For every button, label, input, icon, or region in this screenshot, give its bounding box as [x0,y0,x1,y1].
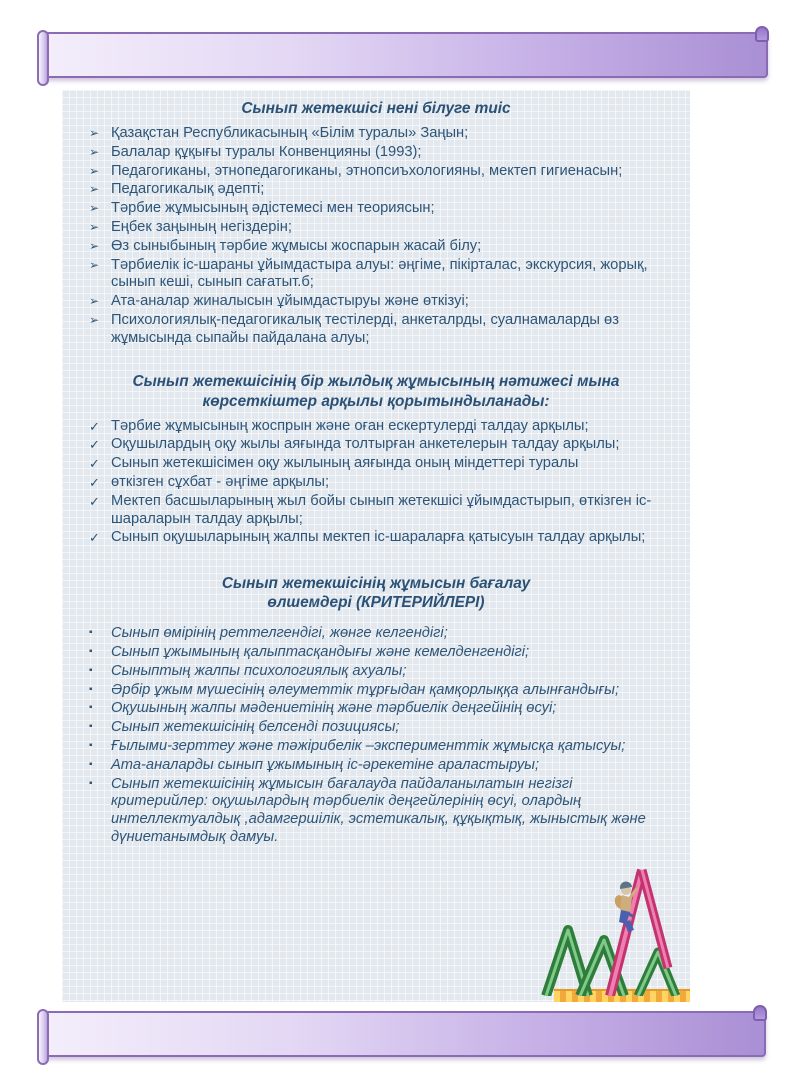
list-item-text: Педагогикалық әдепті; [111,181,265,198]
list-item [88,436,664,454]
arrow-bullet-icon: ➢ [89,294,100,309]
list-item-text: Оқушының жалпы мәдениетінің және тәрбиелік деңгейінің өсуі; [111,700,557,717]
check-bullet-icon: ✓ [89,456,100,472]
scroll-nub-icon [755,26,769,42]
list-item [88,682,664,700]
list-item [88,418,664,436]
list-item-text: Тәрбиелік іс-шараны ұйымдастыра алуы: әңгіме, пікірталас, экскурсия, жорық, сынып кеші, сынып сағатыт.б; [111,256,648,291]
list-item-text: Сыныптың жалпы психологиялық ахуалы; [111,662,407,679]
list-item-text: Ғылыми-зерттеу және тәжірибелік –эксперименттік жұмысқа қатысуы; [111,738,626,754]
list-item-text: Тәрбие жұмысының жоспрын және оған ескертулерді талдау арқылы; [111,417,589,434]
square-bullet-icon: ▪ [89,627,93,639]
square-bullet-icon: ▪ [89,777,93,789]
list-item-text: Ата-аналарды сынып ұжымының іс-әрекетіне араластыруы; [111,756,540,773]
check-bullet-icon: ✓ [89,493,100,509]
square-bullet-icon: ▪ [89,740,93,751]
square-bullet-icon: ▪ [89,721,93,733]
list-item-text: Сынып ұжымының қалыптасқандығы және кемелденгендігі; [111,644,530,661]
section2-list [88,418,664,547]
list-item [88,474,664,492]
list-item-text: Сынып өмірінің реттелгендігі, жөнге келгендігі; [111,625,448,642]
square-bullet-icon: ▪ [89,758,93,770]
list-item-text: Өз сыныбының тәрбие жұмысы жоспарын жасай білу; [111,237,482,254]
list-item-text: Ата-аналар жиналысын ұйымдастыруы және өткізуі; [111,293,469,310]
arrow-bullet-icon: ➢ [89,257,100,272]
arrow-bullet-icon: ➢ [89,220,100,234]
section3-heading: Сынып жетекшісінің жұмысын бағалау өлшемдері (КРИТЕРИЙЛЕРІ) [221,575,531,612]
square-bullet-icon: ▪ [89,664,93,676]
list-item-text: Оқушылардың оқу жылы аяғында толтырған анкетелерын талдау арқылы; [111,436,620,453]
list-item-text: Қазақстан Республикасының «Білім туралы» Заңын; [111,125,469,142]
square-bullet-icon: ▪ [89,702,93,714]
list-item-text: Мектеп басшыларының жыл бойы сынып жетекшісі ұйымдастырып, өткізген іс-шараларын талдау арқылы; [111,492,652,527]
list-item [88,757,664,775]
list-item [88,125,664,143]
list-item [88,312,664,348]
square-bullet-icon: ▪ [89,683,93,695]
list-item-text: Тәрбие жұмысының әдістемесі мен теориясын; [111,200,435,217]
list-item-text: Сынып жетекшісінің жұмысын бағалауда пайдаланылатын негізгі критерийлер: оқушылардың тәрбиелік деңгейлерінің өсуі, олардың интеллектуалдық ,адамгершілік, эстетикалық, құқықтық, жыныстық және дүниетанымдық дамуы. [111,775,646,845]
section1-heading: Сынып жетекшісі нені білуге тиіс [241,100,511,117]
list-item [88,776,664,847]
list-item [88,700,664,718]
check-bullet-icon: ✓ [89,475,100,490]
arrow-bullet-icon: ➢ [89,238,100,253]
list-item [88,181,664,199]
list-item [88,293,664,311]
list-item [88,455,664,473]
square-bullet-icon: ▪ [89,646,93,658]
list-item [88,144,664,162]
stray-page-mark: 7 [553,951,561,965]
arrow-bullet-icon: ➢ [89,312,100,327]
list-item [88,719,664,737]
check-bullet-icon: ✓ [89,530,100,546]
section1-list [88,125,664,347]
check-bullet-icon: ✓ [89,437,100,453]
scroll-handle-icon [37,30,49,86]
list-item [88,163,664,181]
list-item-text: Сынып оқушыларының жалпы мектеп іс-шараларға қатысуын талдау арқылы; [111,529,646,546]
list-item [88,529,664,547]
list-item-text: Еңбек заңының негіздерін; [111,219,292,235]
list-item [88,663,664,681]
climber-illustration-icon [538,868,688,996]
list-item [88,200,664,218]
scroll-nub-icon [753,1005,767,1021]
content-sheet [62,90,690,1002]
list-item-text: Сынып жетекшісімен оқу жылының аяғында оның міндеттері туралы [111,455,579,472]
list-item-text: Әрбір ұжым мүшесінің әлеуметтік тұрғыдан қамқорлыққа алынғандығы; [111,681,620,698]
list-item [88,219,664,237]
section3-list [88,625,664,846]
bottom-scroll-banner [42,1011,766,1057]
list-item-text: Балалар құқығы туралы Конвенцияны (1993); [111,143,422,160]
list-item-text: Педагогиканы, этнопедагогиканы, этнопсиъхологияны, мектеп гигиенасын; [111,162,623,179]
arrow-bullet-icon: ➢ [89,126,100,141]
list-item [88,738,664,756]
list-item [88,644,664,662]
top-scroll-banner [42,32,768,78]
scroll-handle-icon [37,1009,49,1065]
arrow-bullet-icon: ➢ [89,201,100,216]
list-item [88,493,664,529]
arrow-bullet-icon: ➢ [89,182,100,197]
arrow-bullet-icon: ➢ [89,144,100,159]
list-item [88,625,664,643]
list-item-text: өткізген сұхбат - әңгіме арқылы; [111,474,330,490]
list-item [88,238,664,256]
arrow-bullet-icon: ➢ [89,163,100,178]
list-item-text: Психологиялық-педагогикалық тестілерді, анкеталрды, суалнамаларды өз жұмысында сыпайы пайдалана алуы; [111,311,619,346]
list-item [88,257,664,293]
list-item-text: Сынып жетекшісінің белсенді позициясы; [111,719,400,736]
section2-heading: Сынып жетекшісінің бір жылдық жұмысының нәтижесі мына көрсеткіштер арқылы қорытындыланады: [132,373,620,410]
check-bullet-icon: ✓ [89,418,100,434]
